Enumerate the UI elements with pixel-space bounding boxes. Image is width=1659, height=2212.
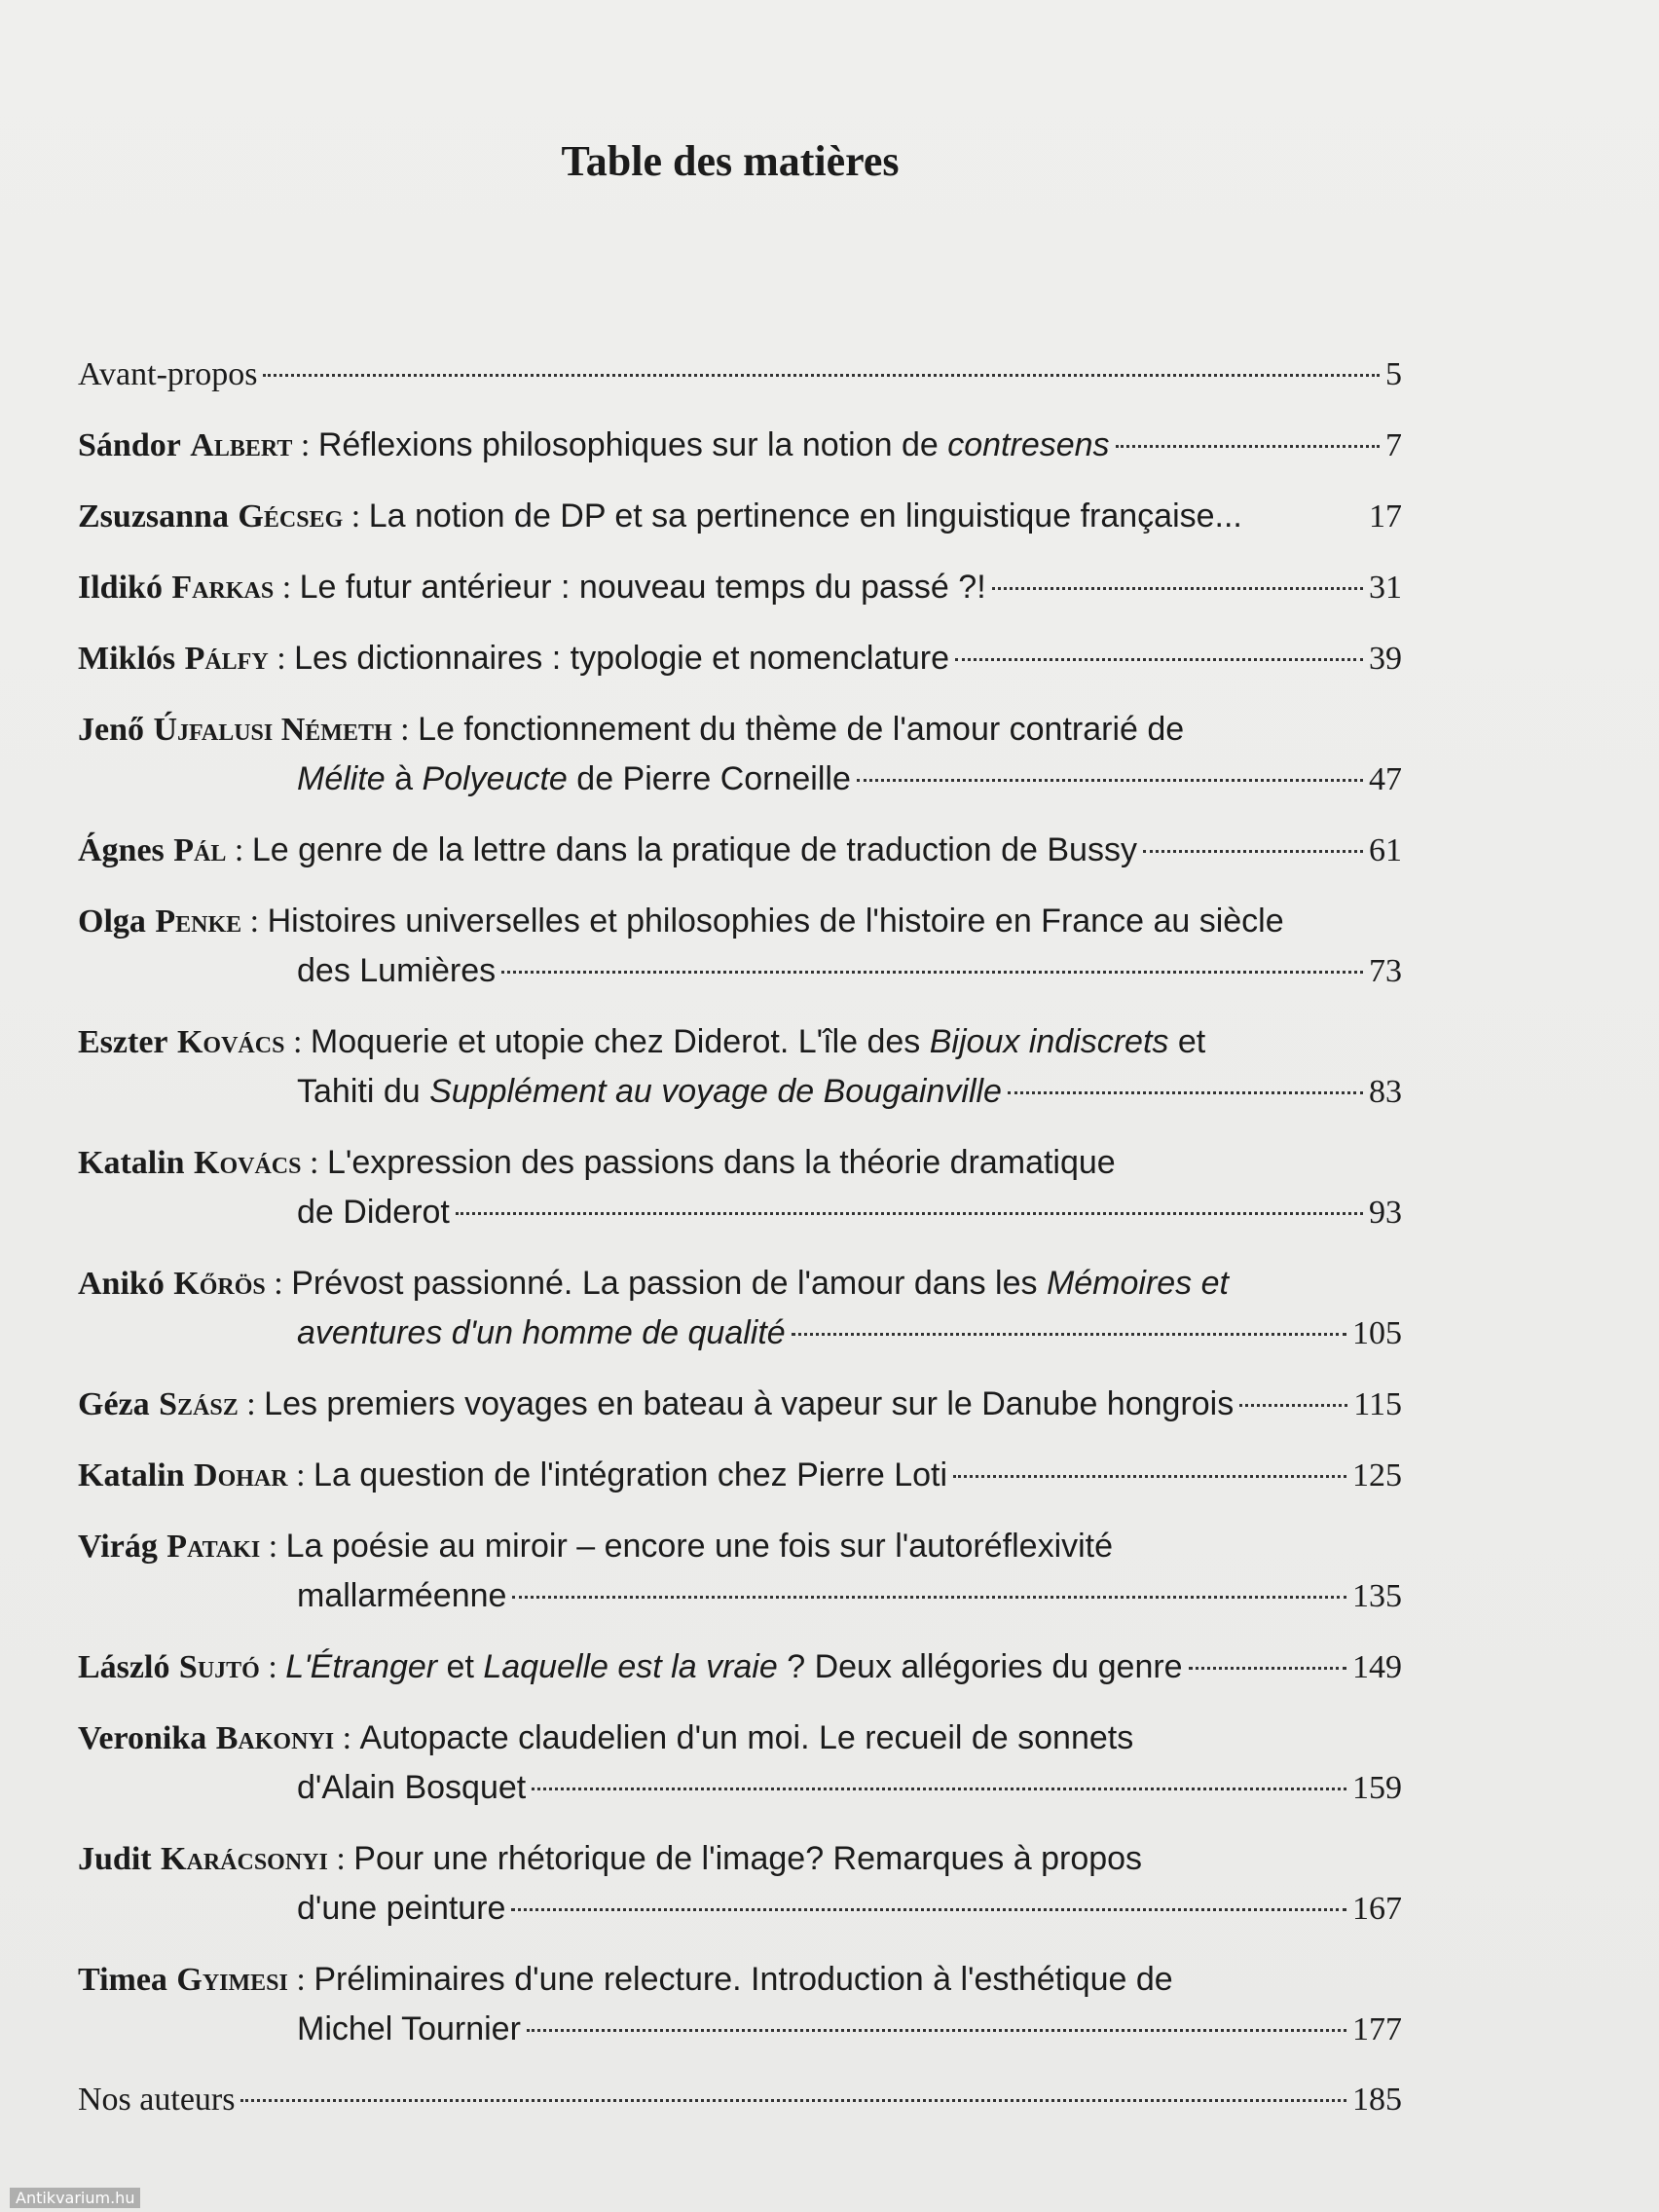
entry-title: La notion de DP et sa pertinence en linguistique française... [368,498,1242,535]
author-first-name: Olga [78,903,146,940]
toc-entry [78,350,1402,399]
page-number: 159 [1352,1770,1402,1806]
page-number: 73 [1369,953,1402,989]
author-last-name: Gyimesi [176,1962,288,1998]
author-last-name: Pál [173,832,227,868]
entry-title: Histoires universelles et philosophies de l'histoire en France au siècle [267,903,1284,940]
author-first-name: Anikó [78,1266,165,1302]
page-number: 167 [1352,1891,1402,1927]
dot-leader [512,1596,1346,1599]
dot-leader [953,1475,1346,1478]
entry-title: Pour une rhétorique de l'image? Remarques à propos [353,1840,1143,1877]
toc-entry: Jenő Újfalusi Németh : Le fonctionnement du thème de l'amour contrarié de Mélite à Polyeucte de Pierre Corneille 47 [78,705,1402,804]
toc-entry: Ildikó Farkas : Le futur antérieur : nouveau temps du passé ?! 31 [78,563,1402,612]
entry-title: L'expression des passions dans la théorie dramatique [326,1144,1116,1181]
dot-leader [955,658,1363,661]
page-number: 105 [1352,1315,1402,1351]
entry-title: Les dictionnaires : typologie et nomenclature [294,640,949,677]
page-number: 17 [1369,498,1402,535]
author-last-name: Kovács [194,1145,302,1181]
entry-title-italic: Polyeucte [422,760,568,797]
page-number: 39 [1369,641,1402,677]
page-number: 93 [1369,1195,1402,1231]
entry-title-continued: d'Alain Bosquet [297,1769,527,1806]
dot-leader [456,1212,1363,1215]
entry-title: Le fonctionnement du thème de l'amour contrarié de [418,711,1185,748]
author-first-name: Miklós [78,641,176,677]
page-number: 135 [1352,1578,1402,1614]
entry-title-part: Tahiti du [297,1073,430,1110]
entry-title-italic: Supplément au voyage de Bougainville [429,1073,1002,1110]
toc-entry [78,2076,1402,2124]
entry-title: Réflexions philosophiques sur la notion de [317,426,948,463]
entry-title: Autopacte claudelien d'un moi. Le recueil de sonnets [359,1719,1134,1756]
page-number: 115 [1353,1386,1402,1422]
toc-entry: Ágnes Pál : Le genre de la lettre dans la pratique de traduction de Bussy 61 [78,826,1402,875]
author-first-name: Judit [78,1841,152,1877]
entry-title: Prévost passionné. La passion de l'amour dans les [291,1265,1047,1302]
entry-title-part: ? Deux allégories du genre [777,1648,1183,1685]
entry-title: La poésie au miroir – encore une fois sur l'autoréflexivité [285,1528,1114,1565]
dot-leader [1189,1667,1346,1670]
toc-entry: Olga Penke : Histoires universelles et philosophies de l'histoire en France au siècle des Lumières 73 [78,897,1402,996]
author-last-name: Pataki [166,1529,261,1565]
entry-title-italic: Mélite [297,760,386,797]
entry-title: Moquerie et utopie chez Diderot. L'île des [310,1023,930,1060]
toc-entry: Géza Szász : Les premiers voyages en bateau à vapeur sur le Danube hongrois 115 [78,1380,1402,1429]
toc-entry: Timea Gyimesi : Préliminaires d'une relecture. Introduction à l'esthétique de Michel Tournier 177 [78,1955,1402,2054]
dot-leader [792,1333,1346,1336]
dot-leader [527,2029,1346,2032]
page-number: 185 [1352,2082,1402,2118]
toc-entry: Katalin Dohar : La question de l'intégration chez Pierre Loti 125 [78,1451,1402,1500]
author-last-name: Kovács [176,1024,285,1060]
entry-title: Les premiers voyages en bateau à vapeur sur le Danube hongrois [264,1385,1235,1422]
dot-leader [501,971,1363,974]
page-number: 83 [1369,1074,1402,1110]
toc-entry: László Sujtó : L'Étranger et Laquelle est la vraie ? Deux allégories du genre 149 [78,1642,1402,1692]
toc-entry: Virág Pataki : La poésie au miroir – encore une fois sur l'autoréflexivité mallarméenne 135 [78,1522,1402,1621]
author-first-name: Ágnes [78,832,165,868]
author-last-name: Penke [155,903,242,940]
author-last-name: Újfalusi Németh [153,712,392,748]
author-first-name: Sándor [78,427,181,463]
watermark-logo: Antikvarium.hu [10,2188,140,2208]
author-last-name: Szász [159,1386,239,1422]
author-last-name: Farkas [171,570,275,606]
dot-leader [532,1788,1346,1790]
entry-title: Avant-propos [78,356,258,392]
toc-entry: Zsuzsanna Gécseg : La notion de DP et sa pertinence en linguistique française... 17 [78,492,1402,541]
entry-title-continued: Michel Tournier [297,2010,521,2047]
page-number: 125 [1352,1457,1402,1493]
author-first-name: Géza [78,1386,150,1422]
entry-title-italic: Bijoux indiscrets [929,1023,1169,1060]
page-number: 7 [1385,427,1402,463]
author-first-name: László [78,1649,170,1685]
author-last-name: Pálfy [184,641,269,677]
author-last-name: Bakonyi [215,1720,335,1756]
page-number: 177 [1352,2011,1402,2047]
page-number: 5 [1385,356,1402,392]
page-title: Table des matières [561,137,900,185]
author-first-name: Ildikó [78,570,163,606]
entry-title-part: et [1168,1023,1206,1060]
author-first-name: Veronika [78,1720,207,1756]
toc-entry: Miklós Pálfy : Les dictionnaires : typologie et nomenclature 39 [78,634,1402,683]
entry-title: Nos auteurs [78,2082,236,2118]
toc-entry: Katalin Kovács : L'expression des passions dans la théorie dramatique de Diderot 93 [78,1138,1402,1237]
entry-title: La question de l'intégration chez Pierre Loti [313,1456,948,1493]
author-first-name: Timea [78,1962,167,1998]
entry-title-continued: d'une peinture [297,1890,506,1927]
author-first-name: Virág [78,1529,158,1565]
entry-title-continued: mallarméenne [297,1577,507,1614]
entry-title-italic: L'Étranger [285,1648,438,1685]
entry-title: Le futur antérieur : nouveau temps du passé ?! [299,569,986,606]
table-of-contents [78,350,1402,2146]
author-last-name: Kőrös [173,1266,266,1302]
author-last-name: Sujtó [178,1649,260,1685]
dot-leader [240,2099,1346,2102]
author-last-name: Gécseg [238,498,344,535]
author-first-name: Katalin [78,1457,185,1493]
page-number: 47 [1369,761,1402,797]
entry-title-italic: aventures d'un homme de qualité [297,1314,786,1351]
dot-leader [1239,1404,1347,1407]
dot-leader [1116,445,1380,448]
entry-title-continued: des Lumières [297,952,497,989]
author-last-name: Dohar [194,1457,288,1493]
author-first-name: Jenő [78,712,144,748]
entry-title: Le genre de la lettre dans la pratique de traduction de Bussy [251,831,1137,868]
entry-title: Préliminaires d'une relecture. Introduction à l'esthétique de [313,1961,1173,1998]
entry-title-part: à [385,760,423,797]
toc-entry: Eszter Kovács : Moquerie et utopie chez Diderot. L'île des Bijoux indiscrets et Tahiti du Supplément au voyage de Bougainville 83 [78,1017,1402,1117]
author-first-name: Eszter [78,1024,168,1060]
dot-leader [263,374,1380,377]
entry-title-italic: Mémoires et [1046,1265,1229,1302]
toc-entry: Veronika Bakonyi : Autopacte claudelien d'un moi. Le recueil de sonnets d'Alain Bosquet 159 [78,1714,1402,1813]
dot-leader [992,587,1363,590]
dot-leader [511,1908,1346,1911]
toc-entry: Anikó Kőrös : Prévost passionné. La passion de l'amour dans les Mémoires et aventures d'un homme de qualité 105 [78,1259,1402,1358]
entry-title-part: et [437,1648,484,1685]
author-last-name: Albert [190,427,293,463]
entry-title-italic: Laquelle est la vraie [483,1648,778,1685]
author-first-name: Katalin [78,1145,185,1181]
page-number: 61 [1369,832,1402,868]
toc-entry: Sándor Albert : Réflexions philosophiques sur la notion de contresens 7 [78,421,1402,470]
dot-leader [1143,850,1363,853]
page-number: 31 [1369,570,1402,606]
dot-leader [857,779,1363,782]
dot-leader [1008,1091,1363,1094]
author-first-name: Zsuzsanna [78,498,229,535]
entry-title-part: de Pierre Corneille [567,760,851,797]
page-number: 149 [1352,1649,1402,1685]
author-last-name: Karácsonyi [161,1841,328,1877]
entry-title-italic: contresens [947,426,1110,463]
entry-title-continued: de Diderot [297,1194,450,1231]
toc-entry: Judit Karácsonyi : Pour une rhétorique de l'image? Remarques à propos d'une peinture 167 [78,1834,1402,1934]
